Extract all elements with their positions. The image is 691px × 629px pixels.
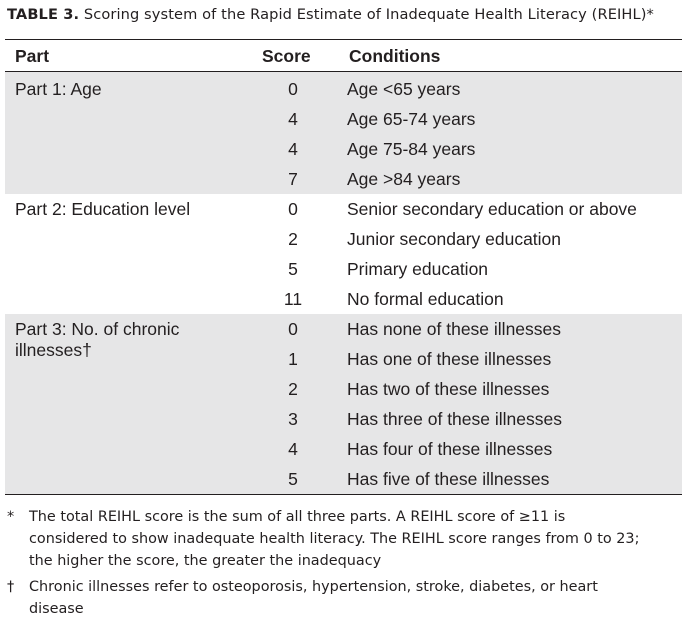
table-row: [5, 134, 682, 164]
table-row: [5, 254, 682, 284]
table-title: Scoring system of the Rapid Estimate of Inadequate Health Literacy (REIHL)*: [79, 6, 654, 23]
table-row: [5, 404, 682, 434]
condition-cell: Age <65 years: [347, 79, 461, 99]
condition-cell: Has three of these illnesses: [347, 409, 562, 429]
table-row: [5, 374, 682, 404]
score-cell: 5: [288, 469, 298, 489]
condition-cell: Age 75-84 years: [347, 139, 476, 159]
score-cell: 0: [288, 319, 298, 339]
bottom-rule: [5, 494, 682, 495]
table-row: [5, 224, 682, 254]
score-cell: 4: [288, 139, 298, 159]
condition-cell: Has five of these illnesses: [347, 469, 550, 489]
score-cell: 4: [288, 439, 298, 459]
table-row: [5, 314, 682, 344]
footnote-text: [29, 576, 689, 620]
table-row: [5, 74, 682, 104]
table-row: [5, 464, 682, 494]
group-chronic-illnesses: [5, 314, 682, 494]
header-conditions: Conditions: [349, 46, 441, 66]
condition-cell: Has none of these illnesses: [347, 319, 562, 339]
part-label-education: Part 2: Education level: [15, 199, 191, 219]
score-cell: 1: [288, 349, 298, 369]
score-cell: 3: [288, 409, 298, 429]
footnote-line: Chronic illnesses refer to osteoporosis, hypertension, stroke, diabetes, or heart: [29, 579, 598, 595]
condition-cell: Primary education: [347, 259, 489, 279]
footnote-mark: †: [7, 579, 15, 595]
table-header: [5, 40, 682, 71]
score-cell: 0: [288, 199, 298, 219]
footnote-line: The total REIHL score is the sum of all three parts. A REIHL score of ≥11 is: [29, 509, 566, 525]
condition-cell: Age 65-74 years: [347, 109, 476, 129]
table-caption: [7, 6, 654, 23]
footnote-line: considered to show inadequate health literacy. The REIHL score ranges from 0 to 23;: [29, 531, 640, 547]
part-label-age: Part 1: Age: [15, 79, 102, 99]
table-row: [5, 284, 682, 314]
score-cell: 2: [288, 379, 298, 399]
part-label-line-1: Part 3: No. of chronic: [15, 319, 180, 339]
score-cell: 2: [288, 229, 298, 249]
footnote-text: [29, 506, 689, 572]
table-row: [5, 104, 682, 134]
score-cell: 7: [288, 169, 298, 189]
table-label: TABLE 3.: [7, 6, 80, 23]
header-part: Part: [15, 46, 50, 66]
score-cell: 0: [288, 79, 298, 99]
condition-cell: Has four of these illnesses: [347, 439, 553, 459]
score-cell: 11: [283, 289, 303, 309]
score-cell: 5: [288, 259, 298, 279]
condition-cell: Senior secondary education or above: [347, 199, 637, 219]
footnote-line: disease: [29, 601, 84, 617]
footnote-line: the higher the score, the greater the inadequacy: [29, 553, 382, 569]
footnote-mark: *: [7, 509, 15, 525]
condition-cell: Junior secondary education: [347, 229, 562, 249]
condition-cell: Age >84 years: [347, 169, 461, 189]
group-education: [5, 194, 682, 314]
table-row: [5, 344, 682, 374]
table-row: [5, 164, 682, 194]
header-score: Score: [262, 46, 311, 66]
condition-cell: Has one of these illnesses: [347, 349, 552, 369]
score-cell: 4: [288, 109, 298, 129]
table-row: [5, 194, 682, 224]
group-age: [5, 72, 682, 194]
part-label-line-2: illnesses†: [15, 340, 92, 360]
table-row: [5, 434, 682, 464]
condition-cell: Has two of these illnesses: [347, 379, 550, 399]
condition-cell: No formal education: [347, 289, 504, 309]
